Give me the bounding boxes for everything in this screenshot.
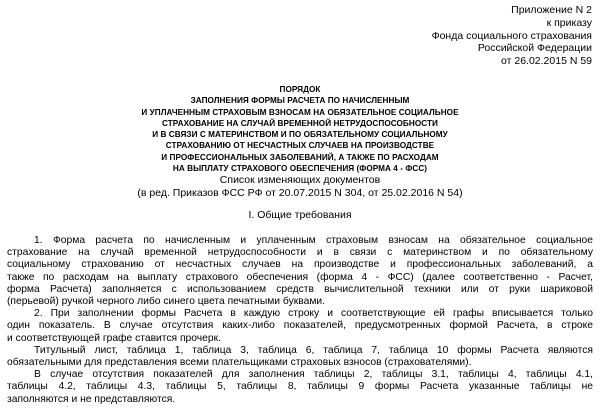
document-title-line: И В СВЯЗИ С МАТЕРИНСТВОМ И ПО ОБЯЗАТЕЛЬНОМУ СОЦИАЛЬНОМУ: [152, 130, 448, 140]
paragraph-line: 2. При заполнении формы Расчета в каждую строку и соответствующие ей графы вписывается только: [34, 308, 593, 320]
section-heading: I. Общие требования: [248, 209, 352, 221]
paragraph-line: таблицы 4.2, таблицы 4.3, таблицы 5, таблицы 8, таблицы 9 формы Расчета указанные таблицы не: [7, 381, 593, 393]
paragraph-line: формa Расчета) заполняется с использованием средств вычислительной техники или от руки шариковой: [7, 283, 593, 295]
appendix-line: к приказу: [546, 16, 592, 29]
paragraph-line: 1. Форма расчета по начисленным и уплаченным страховым взносам на обязательное социальное: [34, 235, 593, 246]
appendix-line: Российской Федерации: [477, 42, 592, 55]
appendix-line: от 26.02.2015 N 59: [501, 55, 592, 68]
changes-list-label: Список изменяющих документов: [219, 174, 381, 187]
paragraph-line: заполняются и не представляются.: [7, 393, 176, 405]
document-title-line: И УПЛАЧЕННЫМ СТРАХОВЫМ ВЗНОСАМ НА ОБЯЗАТЕЛЬНОЕ СОЦИАЛЬНОЕ: [141, 107, 459, 117]
appendix-reference: [432, 4, 592, 68]
paragraph-line: (перьевой) ручкой черного либо синего цвета печатными буквами.: [7, 296, 326, 308]
document-title-line: ЗАПОЛНЕНИЯ ФОРМЫ РАСЧЕТА ПО НАЧИСЛЕННЫМ: [190, 96, 410, 106]
paragraph-line: также по расходам на выплату страхового обеспечения (форма 4 - ФСС) (далее соответственно - Расчет,: [7, 271, 593, 283]
document-title-line: И ПРОФЕССИОНАЛЬНЫХ ЗАБОЛЕВАНИЙ, А ТАКЖЕ ПО РАСХОДАМ: [161, 152, 439, 162]
paragraph-line: один показатель. В случае отсутствия каких-либо показателей, предусмотренных формой Расчета, в строке: [7, 320, 593, 332]
amendments-note: (в ред. Приказов ФСС РФ от 20.07.2015 N 304, от 25.02.2016 N 54): [137, 187, 463, 200]
paragraph-line: и соответствующей графе ставится прочерк.: [7, 332, 221, 344]
appendix-line: Приложение N 2: [511, 4, 592, 16]
paragraph-2: [7, 308, 593, 345]
document-title-block: [0, 84, 600, 200]
appendix-line: Фонда социального страхования: [431, 29, 592, 42]
document-body: [7, 235, 593, 406]
paragraph-line: социальному страхованию от несчастных случаев на производстве и профессиональных заболеваний, а: [7, 259, 593, 271]
document-title-line: СТРАХОВАНИЮ ОТ НЕСЧАСТНЫХ СЛУЧАЕВ НА ПРОИЗВОДСТВЕ: [165, 141, 435, 151]
paragraph-4: [7, 369, 593, 406]
paragraph-1: [7, 235, 593, 308]
paragraph-line: Титульный лист, таблица 1, таблица 3, таблица 6, таблица 7, таблица 10 формы Расчета являются: [34, 344, 593, 356]
document-heading: ПОРЯДОК: [279, 85, 321, 94]
paragraph-line: В случае отсутствия показателей для заполнения таблицы 2, таблицы 3.1, таблицы 4, таблицы 4.1,: [34, 369, 593, 381]
document-title-line: НА ВЫПЛАТУ СТРАХОВОГО ОБЕСПЕЧЕНИЯ (ФОРМА 4 - ФСС): [172, 164, 428, 174]
paragraph-3: [7, 345, 593, 369]
paragraph-line: обязательными для представления всеми плательщиками страховых взносов (страхователями).: [7, 357, 472, 369]
paragraph-line: страхование на случай временной нетрудоспособности и в связи с материнством и по обязательному: [7, 247, 593, 259]
document-title-line: СТРАХОВАНИЕ НА СЛУЧАЙ ВРЕМЕННОЙ НЕТРУДОСПОСОБНОСТИ: [162, 118, 438, 128]
